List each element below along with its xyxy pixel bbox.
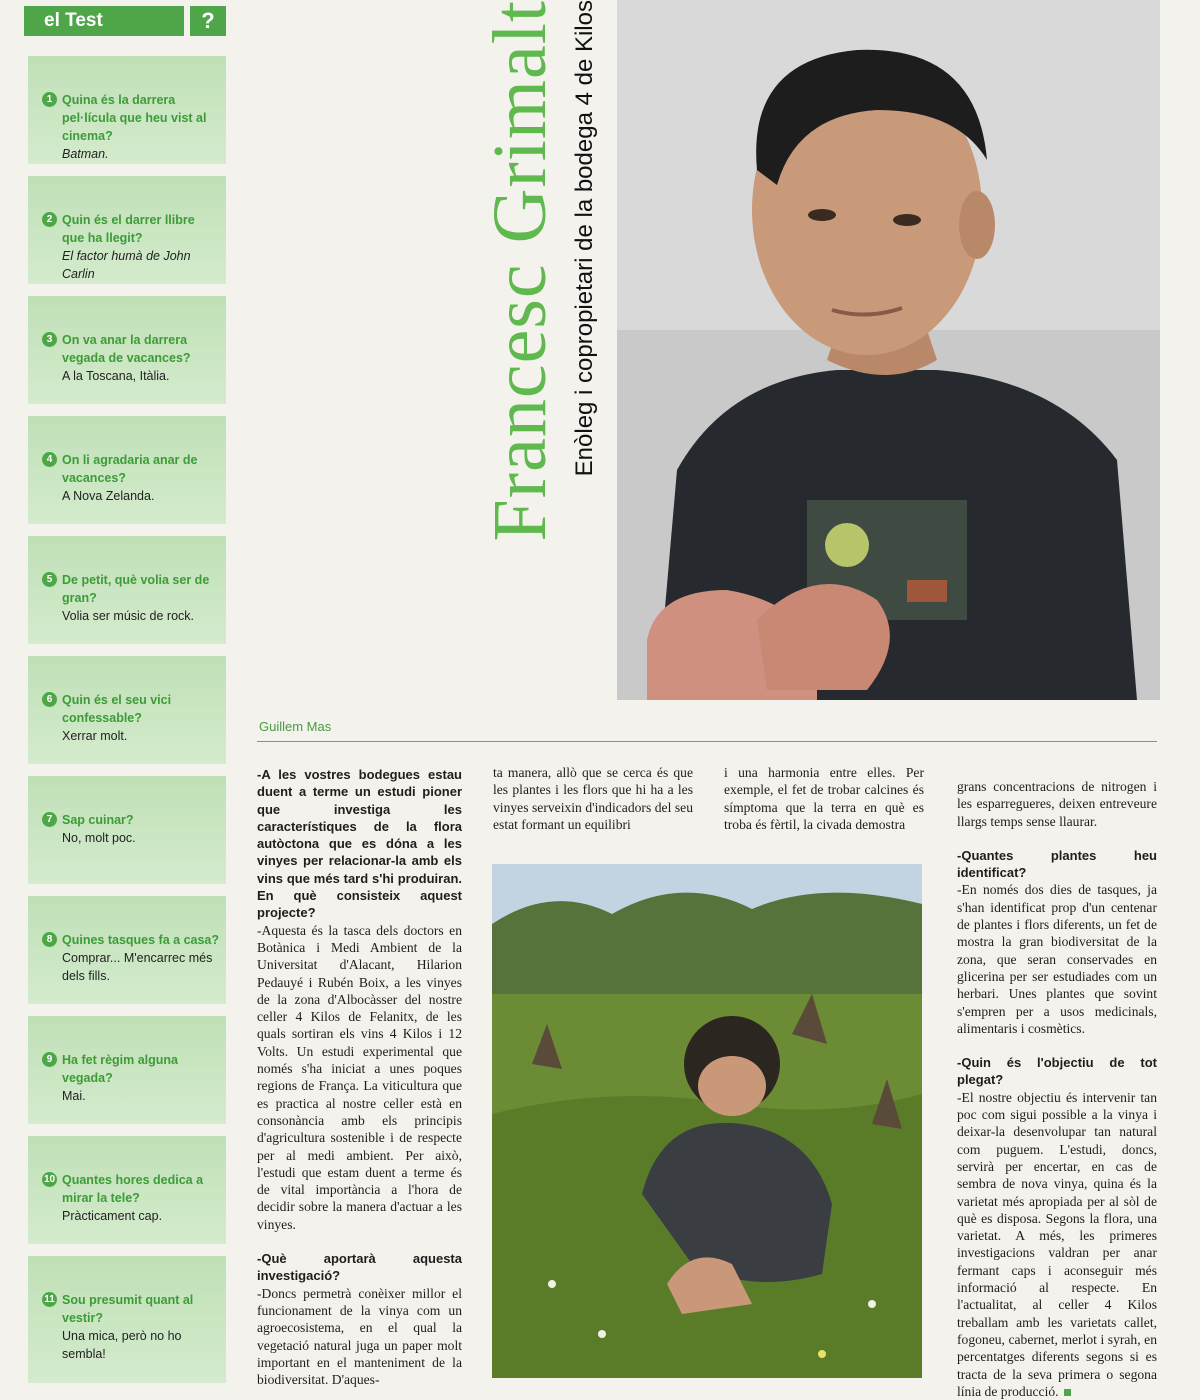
qa-answer: Xerrar molt. — [62, 729, 128, 743]
qa-number: 10 — [43, 1174, 56, 1185]
interview-question: -A les vostres bodegues estau duent a terme un estudi pioner que investiga les característiques de la flora autòctona que es dóna a les vinyes per relacionar-la amb els vins que més tard s'hi produiran. En què consisteix aquest projecte? — [257, 767, 462, 921]
article-column-3 — [724, 764, 924, 833]
qa-item — [28, 536, 226, 644]
article-text: ta manera, allò que se cerca és que les plantes i les flors que hi ha a les vinyes serveixin d'indicadors del seu estat formant un equilibri — [493, 765, 693, 832]
qa-question: On va anar la darrera vegada de vacances? — [62, 333, 191, 365]
headline-name: Francesc Grimalt — [478, 0, 562, 542]
qa-number: 9 — [42, 1052, 57, 1067]
article-text: grans concentracions de nitrogen i les esparregueres, deixen entreveure llargs temps sense llaurar. — [957, 779, 1157, 829]
qa-answer: Una mica, però no ho sembla! — [62, 1329, 182, 1361]
qa-number: 1 — [42, 92, 57, 107]
qa-number: 6 — [42, 692, 57, 707]
qa-answer: No, molt poc. — [62, 831, 136, 845]
qa-question: Quina és la darrera pel·lícula que heu vist al cinema? — [62, 93, 207, 143]
qa-question: Quin és el seu vici confessable? — [62, 693, 172, 725]
interview-question: -Què aportarà aquesta investigació? — [257, 1251, 462, 1284]
test-column — [28, 56, 226, 1383]
qa-answer: Comprar... M'encarrec més dels fills. — [62, 951, 213, 983]
qa-number: 8 — [42, 932, 57, 947]
qa-question: Quantes hores dedica a mirar la tele? — [62, 1173, 204, 1205]
qa-question: Quines tasques fa a casa? — [62, 933, 220, 947]
qa-question: De petit, què volia ser de gran? — [62, 573, 210, 605]
qa-answer: Mai. — [62, 1089, 86, 1103]
qa-number: 2 — [42, 212, 57, 227]
qa-answer: A la Toscana, Itàlia. — [62, 369, 170, 383]
headline-block — [475, 0, 610, 700]
qa-item — [28, 296, 226, 404]
qa-item — [28, 1136, 226, 1244]
qa-item — [28, 1256, 226, 1383]
qa-answer: Batman. — [62, 147, 109, 161]
byline: Guillem Mas — [259, 719, 332, 734]
field-photo — [492, 864, 922, 1378]
qa-item — [28, 176, 226, 284]
interview-answer-text: -El nostre objectiu és intervenir tan poc com sigui possible a la vinya i deixar-la desenvolupar tan natural com puguem. L'estudi, doncs, servirà per encertar, en cas de sembra de nova vinya, quina és la varietat més apropiada per al sòl de què es disposa. Segons la flora, una varietat. A més, les primeres investigacions valdran per anar fermant caps i aconseguir més informació al respecte. En l'actualitat, al celler 4 Kilos treballam amb les varietats callet, fogoneu, cabernet, merlot i syrah, en percentatges diferents segons si es tracta de la seva primera o segona línia de producció. — [957, 1089, 1157, 1399]
qa-question: Quin és el darrer llibre que ha llegit? — [62, 213, 195, 245]
interview-answer — [957, 1089, 1157, 1400]
qa-number: 11 — [42, 1292, 57, 1307]
headline-subtitle: Enòleg i copropietari de la bodega 4 de Kilos — [571, 0, 598, 477]
interview-question: -Quin és l'objectiu de tot plegat? — [957, 1055, 1157, 1088]
qa-answer: El factor humà de John Carlin — [62, 249, 191, 281]
article-column-2 — [493, 764, 693, 833]
qa-answer: A Nova Zelanda. — [62, 489, 155, 503]
qa-question: Ha fet règim alguna vegada? — [62, 1053, 178, 1085]
qa-answer: Pràcticament cap. — [62, 1209, 163, 1223]
test-header: el Test — [24, 6, 184, 36]
qa-item — [28, 56, 226, 164]
interview-question: -Quantes plantes heu identificat? — [957, 847, 1157, 881]
qa-number: 7 — [42, 812, 57, 827]
question-mark-icon: ? — [190, 6, 226, 36]
article-column-1 — [257, 766, 462, 1388]
qa-number: 3 — [42, 332, 57, 347]
interview-answer: -Aquesta és la tasca dels doctors en Botànica i Medi Ambient de la Universitat d'Alacant, Hilarion Pedauyé i Rubén Boix, a les vinyes de la zona d'Albocàsser del nostre celler 4 Kilos de Felanitx, de les quals sortiran els vins 4 Kilos i 12 Volts. Un estudi experimental que només s'ha iniciat a unes poques regions de França. La viticultura que es practica al nostre celler està en consonància amb els principis d'agricultura sostenible i de respecte per al medi ambient. Per això, l'estudi que estam duent a terme és de vital importància a l'hora de decidir sobre la manera d'actuar a les vinyes. — [257, 922, 462, 1232]
article-column-4 — [957, 778, 1157, 1400]
qa-question: Sou presumit quant al vestir? — [62, 1293, 194, 1325]
qa-answer: Volia ser músic de rock. — [62, 609, 194, 623]
article-text: i una harmonia entre elles. Per exemple, el fet de trobar calcines és símptoma que la terra en què es troba és fèrtil, la civada demostra — [724, 765, 924, 832]
portrait-photo — [617, 0, 1160, 700]
qa-question: On li agradaria anar de vacances? — [62, 453, 198, 485]
qa-item — [28, 1016, 226, 1124]
qa-item — [28, 416, 226, 524]
interview-answer: -En només dos dies de tasques, ja s'han identificat prop d'un centenar de plantes i flors diferents, un fet de mostra la gran biodiversitat de la zona, que seran conservades en glicerina per ser estudiades com un herbari. Unes plantes que sovint s'empren per a usos medicinals, alimentaris i cosmètics. — [957, 882, 1157, 1036]
qa-item — [28, 776, 226, 884]
qa-item — [28, 896, 226, 1004]
byline-divider — [257, 741, 1157, 742]
qa-number: 5 — [42, 572, 57, 587]
qa-number: 4 — [42, 452, 57, 467]
qa-item — [28, 656, 226, 764]
qa-question: Sap cuinar? — [62, 813, 134, 827]
interview-answer: -Doncs permetrà conèixer millor el funcionament de la vinya com un agroecosistema, en el qual la vegetació natural juga un paper molt important en el manteniment de la biodiversitat. D'aques- — [257, 1285, 462, 1388]
